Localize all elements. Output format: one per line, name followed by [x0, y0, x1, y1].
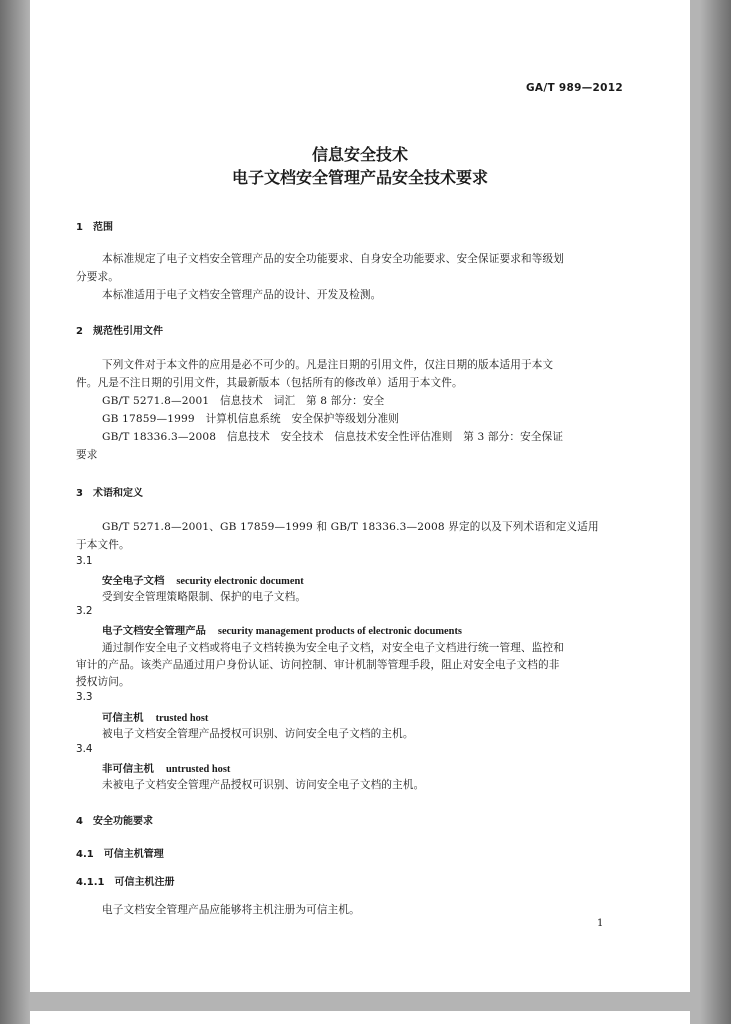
reference-2: GB 17859—1999 计算机信息系统 安全保护等级划分准则 [102, 413, 399, 425]
term-3-2-definition-line-3: 授权访问。 [76, 676, 130, 688]
section-1-heading: 1 范围 [76, 222, 113, 233]
section-2-para-1-line-2: 件。凡是不注日期的引用文件，其最新版本（包括所有的修改单）适用于本文件。 [76, 377, 463, 389]
section-2-heading: 2 规范性引用文件 [76, 326, 163, 337]
section-3-heading: 3 术语和定义 [76, 488, 143, 499]
term-3-1-number: 3.1 [76, 555, 93, 567]
term-3-2-definition-line-2: 审计的产品。该类产品通过用户身份认证、访问控制、审计机制等管理手段，阻止对安全电子文档的非 [76, 659, 560, 671]
document-page [30, 0, 690, 992]
section-3-para-1-line-2: 于本文件。 [76, 539, 130, 551]
section-1-para-1-line-1: 本标准规定了电子文档安全管理产品的安全功能要求、自身安全功能要求、安全保证要求和等级划 [102, 253, 564, 265]
term-3-2-en: security management products of electronic documents [217, 626, 462, 637]
term-3-1-cn: 安全电子文档 [102, 575, 165, 587]
term-3-3-cn: 可信主机 [102, 712, 144, 724]
term-3-3-definition: 被电子文档安全管理产品授权可识别、访问安全电子文档的主机。 [102, 728, 414, 740]
term-3-1-definition: 受到安全管理策略限制、保护的电子文档。 [102, 591, 307, 603]
section-4-1-1-para: 电子文档安全管理产品应能够将主机注册为可信主机。 [102, 904, 360, 916]
reference-3-line-1: GB/T 18336.3—2008 信息技术 安全技术 信息技术安全性评估准则 第 3 部分：安全保证 [102, 431, 564, 443]
section-3-para-1-line-1: GB/T 5271.8—2001、GB 17859—1999 和 GB/T 18336.3—2008 界定的以及下列术语和定义适用 [102, 521, 599, 533]
section-1-para-2: 本标准适用于电子文档安全管理产品的设计、开发及检测。 [102, 289, 382, 301]
page-number: 1 [597, 918, 604, 929]
reference-1: GB/T 5271.8—2001 信息技术 词汇 第 8 部分：安全 [102, 395, 385, 407]
term-3-2-number: 3.2 [76, 605, 93, 617]
term-3-3 [102, 709, 208, 724]
term-3-2-definition-line-1: 通过制作安全电子文档或将电子文档转换为安全电子文档，对安全电子文档进行统一管理、监控和 [102, 642, 564, 654]
section-4-heading: 4 安全功能要求 [76, 816, 153, 827]
section-4-1-heading: 4.1 可信主机管理 [76, 849, 164, 860]
next-page-edge [30, 1011, 690, 1024]
section-1-para-1-line-2: 分要求。 [76, 271, 119, 283]
term-3-3-en: trusted host [155, 713, 209, 724]
term-3-4-definition: 未被电子文档安全管理产品授权可识别、访问安全电子文档的主机。 [102, 779, 425, 791]
title-line-2: 电子文档安全管理产品安全技术要求 [231, 168, 488, 187]
term-3-3-number: 3.3 [76, 691, 93, 703]
section-2-para-1-line-1: 下列文件对于本文件的应用是必不可少的。凡是注日期的引用文件，仅注日期的版本适用于本文 [102, 359, 554, 371]
term-3-4-en: untrusted host [165, 764, 231, 775]
standard-number: GA/T 989—2012 [526, 82, 623, 94]
term-3-4-cn: 非可信主机 [102, 763, 154, 775]
term-3-1-en: security electronic document [176, 576, 304, 587]
term-3-2-cn: 电子文档安全管理产品 [102, 625, 206, 637]
term-3-1 [102, 572, 304, 587]
term-3-4 [102, 760, 230, 775]
section-4-1-1-heading: 4.1.1 可信主机注册 [76, 877, 175, 888]
reference-3-line-2: 要求 [76, 449, 98, 461]
term-3-4-number: 3.4 [76, 743, 93, 755]
term-3-2 [102, 622, 462, 637]
title-line-1: 信息安全技术 [311, 145, 408, 164]
